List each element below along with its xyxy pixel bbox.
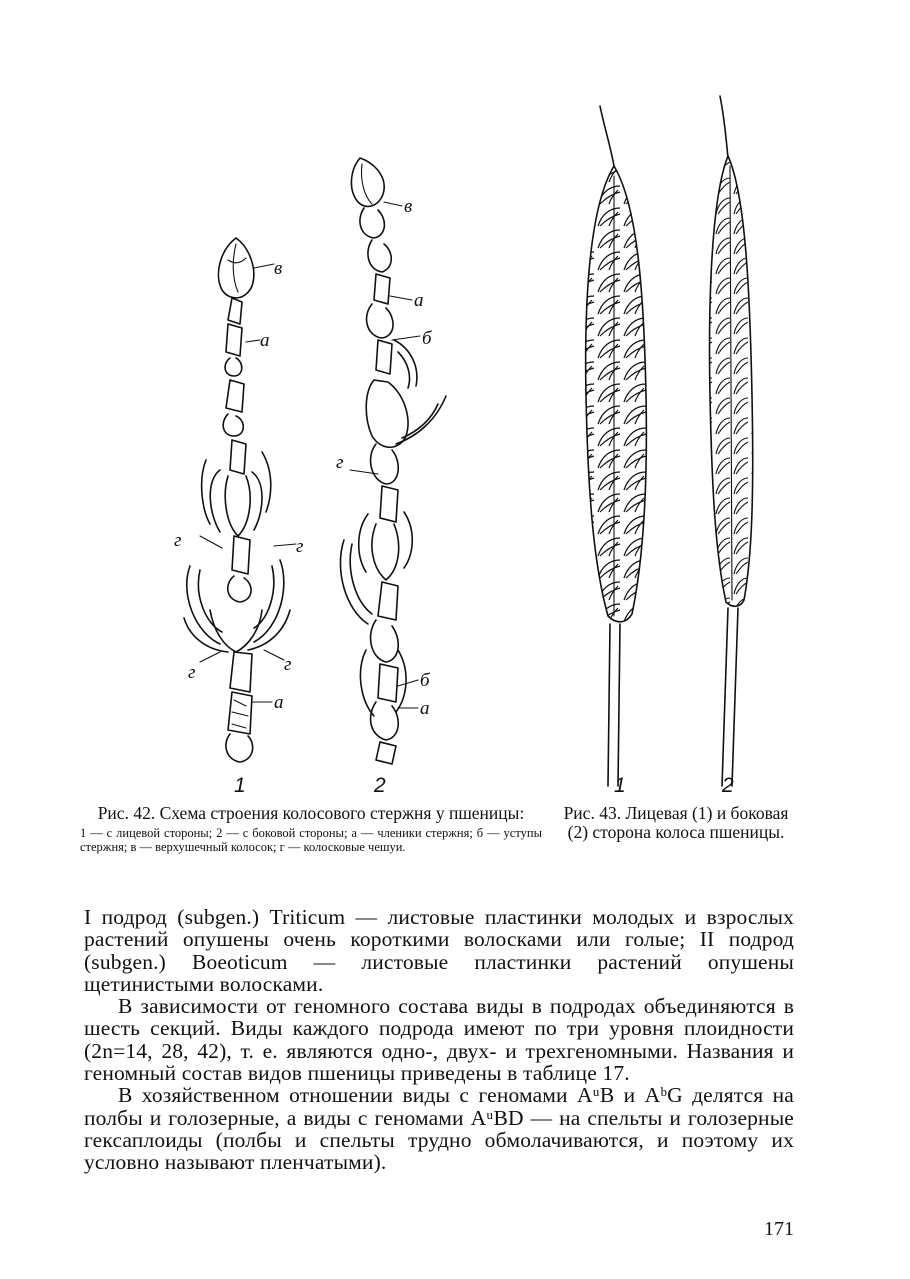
label-a-side-top: а: [414, 290, 424, 311]
paragraph-economic: В хозяйственном отношении виды с геномами AᵘB и AᵇG делятся на полбы и голозерные, а виды с геномами AᵘBD — на спельты и голозерные гексаплоиды (полбы и спельты трудно обмолачиваются, и поэтому их условно называют пленчатыми).: [84, 1083, 794, 1175]
label-g-face-left-top: г: [174, 530, 182, 551]
label-g-face-right-bottom: г: [284, 654, 292, 675]
label-g-side: г: [336, 452, 344, 473]
figure-43-caption-title: Рис. 43. Лицевая (1) и боковая (2) сторона колоса пшеницы.: [563, 803, 789, 842]
rachis-side-view: [340, 158, 446, 764]
label-a-side-bottom: а: [420, 698, 430, 719]
paragraph-subgenera: I подрод (subgen.) Triticum — листовые пластинки молодых и взрослых растений опушены очень короткими волосками или голые; II подрод (subgen.) Boeoticum — листовые пластинки растений опушены щетинистыми волосками.: [84, 905, 794, 996]
paragraph-sections: В зависимости от геномного состава виды в подродах объединяются в шесть секций. Виды каждого подрода имеют по три уровня плоидности (2n=14, 28, 42), т. е. являются одно-, двух- и трехгеномными. Названия и геномный состав видов пшеницы приведены в таблице 17.: [84, 994, 794, 1086]
ear-side-view: [710, 96, 753, 786]
label-a-face-bottom: а: [274, 692, 284, 713]
figure43-number-1: 1: [614, 774, 626, 797]
label-g-face-left-bottom: г: [188, 662, 196, 683]
rachis-face-side: [184, 238, 290, 762]
figure-43-drawing: [570, 96, 810, 800]
figure-42-caption-legend: 1 — с лицевой стороны; 2 — с боковой стороны; а — членики стержня; б — уступы стержня; в — верхушечный колосок; г — колосковые чешуи.: [80, 826, 542, 854]
figure-42-drawing: [150, 140, 470, 800]
label-v-side: в: [404, 196, 413, 217]
ear-face-side: [586, 106, 647, 786]
label-v-face: в: [274, 258, 283, 279]
figure-43-caption: [562, 804, 790, 842]
label-b-side-top: б: [422, 328, 432, 349]
figure-42-caption-title: Рис. 42. Схема строения колосового стержня у пшеницы:: [97, 803, 525, 823]
body-text: [84, 906, 794, 1174]
label-a-face-top: а: [260, 330, 270, 351]
figure43-number-2: 2: [722, 774, 734, 797]
figure42-number-1: 1: [234, 774, 246, 797]
figure-42-caption: [80, 804, 542, 854]
page-number: 171: [764, 1218, 794, 1240]
label-b-side-bottom: б: [420, 670, 430, 691]
label-g-face-right-top: г: [296, 536, 304, 557]
figure42-number-2: 2: [374, 774, 386, 797]
